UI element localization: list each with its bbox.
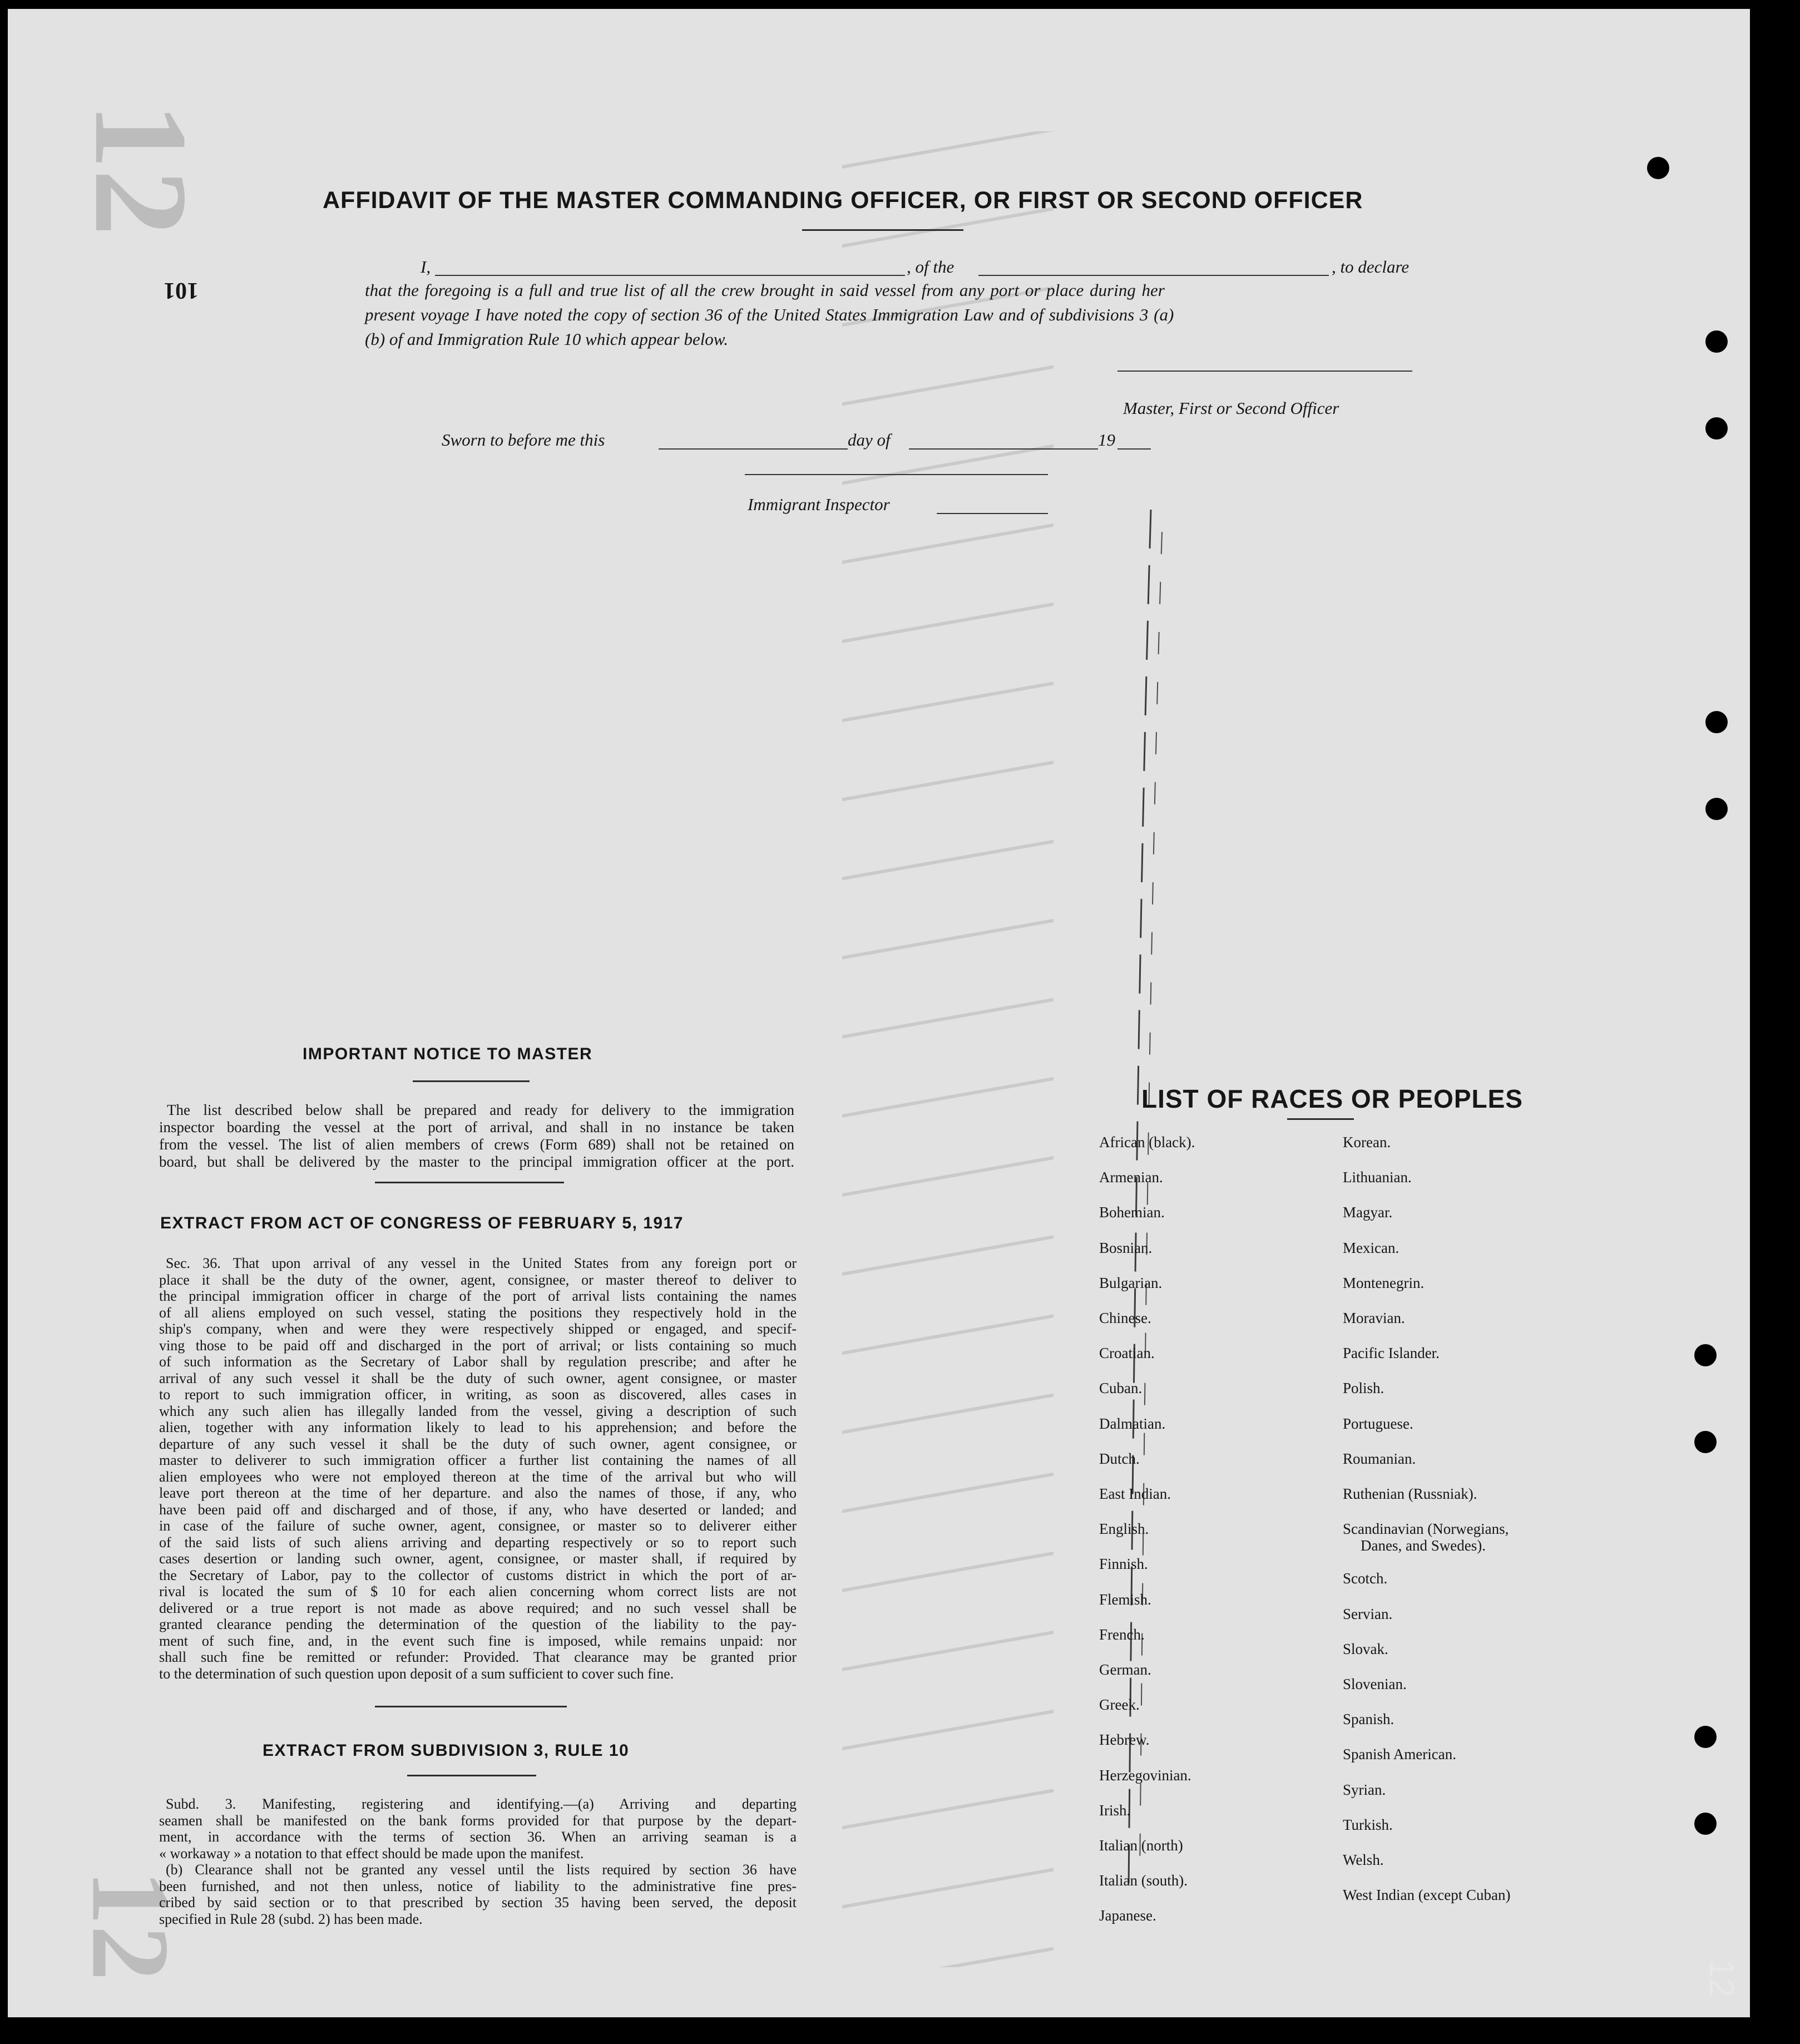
notice-line: from the vessel. The list of alien members of crews (Form 689) shall not be retained on — [159, 1136, 794, 1153]
rule-line: specified in Rule 28 (subd. 2) has been made. — [159, 1910, 423, 1927]
act-line: cases desertion or landing such owner, agent, consignee, or master shall, if required by — [159, 1551, 797, 1567]
race-item: Roumanian. — [1343, 1450, 1416, 1467]
bleed-through-number: 12 — [67, 102, 215, 236]
sworn-day-line — [659, 448, 848, 450]
act-text — [159, 1255, 797, 1682]
race-item-continuation: Danes, and Swedes). — [1361, 1537, 1486, 1554]
race-item: Italian (north) — [1099, 1837, 1183, 1854]
act-line: shall such fine be remitted or refunder: Provided. That clearance may be granted prior — [159, 1649, 797, 1665]
punch-hole — [1694, 1726, 1717, 1748]
punch-hole — [1694, 1344, 1717, 1366]
race-item: West Indian (except Cuban) — [1343, 1887, 1511, 1904]
act-line: in case of the failure of suche owner, agent, consignee, or master so to deliverer either — [159, 1518, 797, 1534]
race-item: Chinese. — [1099, 1310, 1151, 1326]
year-label: 19 — [1098, 430, 1115, 450]
race-item: Flemish. — [1099, 1591, 1151, 1608]
margin-number: 101 — [164, 278, 199, 303]
race-item: Bohemian. — [1099, 1204, 1165, 1221]
sworn-month-line — [909, 448, 1098, 450]
race-item: French. — [1099, 1626, 1145, 1643]
race-item: Herzegovinian. — [1099, 1766, 1191, 1784]
notice-title-underline — [413, 1080, 530, 1082]
race-item: Cuban. — [1099, 1380, 1143, 1397]
race-item: Armenian. — [1099, 1169, 1163, 1186]
races-title: LIST OF RACES OR PEOPLES — [1141, 1084, 1523, 1113]
rule-line: seamen shall be manifested on the bank forms provided for that purpose by the depart- — [159, 1812, 797, 1829]
act-line: departure of any such vessel it shall be the duty of such owner, agent consignee, or — [159, 1435, 797, 1452]
race-item: Polish. — [1343, 1380, 1384, 1397]
race-item: Slovak. — [1343, 1640, 1388, 1657]
races-title-underline — [1287, 1118, 1354, 1120]
race-item: Japanese. — [1099, 1907, 1156, 1924]
bleed-through-number-bottom: 12 — [68, 1869, 192, 1981]
sworn-label: Sworn to before me this — [442, 430, 605, 450]
page-mark: 12 — [1702, 1959, 1740, 1997]
race-item: Scotch. — [1343, 1570, 1388, 1587]
race-item: Servian. — [1343, 1605, 1393, 1622]
act-line: ment of such fine, and, in the event such fine is imposed, while remains unpaid: nor — [159, 1632, 797, 1649]
rule-title: EXTRACT FROM SUBDIVISION 3, RULE 10 — [263, 1741, 630, 1760]
rule-line: Subd. 3. Manifesting, registering and identifying.—(a) Arriving and departing — [166, 1796, 797, 1812]
act-line: the principal immigration officer in charge of the port of arrival lists containing the names — [159, 1288, 797, 1304]
act-title: EXTRACT FROM ACT OF CONGRESS OF FEBRUARY 5, 1917 — [160, 1214, 684, 1232]
affidavit-line-1: that the foregoing is a full and true list of all the crew brought in said vessel from any port or place during her — [365, 280, 1165, 300]
notice-line: board, but shall be delivered by the master to the principal immigration officer at the port. — [159, 1153, 794, 1170]
document-page — [8, 9, 1750, 2017]
race-item: Ruthenian (Russniak). — [1343, 1485, 1477, 1502]
affidavit-title: AFFIDAVIT OF THE MASTER COMMANDING OFFICER, OR FIRST OR SECOND OFFICER — [323, 187, 1363, 214]
notice-divider — [375, 1182, 564, 1183]
master-label: Master, First or Second Officer — [1123, 398, 1339, 418]
race-item: Slovenian. — [1343, 1676, 1407, 1692]
act-line: granted clearance pending the determination of the question of the liability to the pay- — [159, 1616, 797, 1632]
race-item: Montenegrin. — [1343, 1274, 1425, 1291]
act-line: Sec. 36. That upon arrival of any vessel in the United States from any foreign port or — [166, 1255, 797, 1271]
act-line: delivered or a true report is not made as above required; and no such vessel shall be — [159, 1599, 797, 1616]
race-item: Pacific Islander. — [1343, 1345, 1440, 1362]
rule-line: ment, in accordance with the terms of section 36. When an arriving seaman is a — [159, 1829, 797, 1845]
inspector-underline — [937, 513, 1048, 514]
race-item: Syrian. — [1343, 1781, 1386, 1798]
act-line: to report to such immigration officer, in writing, as soon as discovered, alles cases in — [159, 1386, 797, 1403]
day-of-label: day of — [848, 430, 891, 450]
punch-hole — [1705, 417, 1728, 440]
act-line: to the determination of such question upon deposit of a sum sufficient to cover such fine. — [159, 1665, 674, 1682]
rule-text — [159, 1796, 797, 1927]
year-blank-line — [1117, 448, 1151, 450]
act-line: have been paid off and discharged and of those, if any, who have deserted or landed; and — [159, 1501, 797, 1518]
act-line: the Secretary of Labor, pay to the collector of customs district in which the port of ar- — [159, 1567, 797, 1583]
act-line: ving those to be paid off and discharged in the port of arrival; or lists containing so much — [159, 1337, 797, 1354]
rule-line: « workaway » a notation to that effect should be made upon the manifest. — [159, 1845, 584, 1862]
race-item: Irish. — [1099, 1801, 1131, 1819]
race-item: Mexican. — [1343, 1239, 1400, 1256]
race-item: Lithuanian. — [1343, 1169, 1412, 1186]
race-item: Croatian. — [1099, 1345, 1155, 1362]
notice-title: IMPORTANT NOTICE TO MASTER — [303, 1045, 593, 1063]
act-line: alien, together with any information likely to lead to his apprehension; and before the — [159, 1419, 797, 1435]
act-line: of such information as the Secretary of Labor shall by regulation prescribe; and after he — [159, 1354, 797, 1370]
race-item: Greek. — [1099, 1696, 1140, 1714]
act-line: leave port thereon at the time of her departure. and also the names of those, if any, who — [159, 1485, 797, 1501]
bleed-through-column — [842, 131, 1054, 1967]
affidavit-line-3: (b) of and Immigration Rule 10 which appear below. — [365, 329, 728, 349]
affidavit-i-label: I, — [421, 257, 431, 277]
affidavit-line-2: present voyage I have noted the copy of section 36 of the United States Immigration Law and of subdivisions 3 (a) — [365, 305, 1174, 324]
act-divider — [375, 1706, 567, 1707]
race-item: Portuguese. — [1343, 1415, 1413, 1432]
race-item: Moravian. — [1343, 1310, 1405, 1326]
act-line: place it shall be the duty of the owner, agent, consignee, or master thereof to deliver to — [159, 1271, 797, 1288]
act-line: arrival of any such vessel it shall be the duty of such owner, agent consignee, or master — [159, 1370, 797, 1386]
affidavit-to-declare: , to declare — [1332, 257, 1410, 277]
act-line: of the said lists of such aliens arriving and departing respectively or so to report such — [159, 1534, 797, 1551]
race-item: Spanish American. — [1343, 1746, 1456, 1763]
punch-hole — [1694, 1431, 1717, 1453]
act-line: ship's company, when and were they were respectively shipped or engaged, and specif- — [159, 1321, 797, 1337]
affidavit-title-underline — [802, 229, 963, 231]
act-line: master to deliverer to such immigration officer a further list containing the names of all — [159, 1452, 797, 1468]
race-item: Korean. — [1343, 1134, 1391, 1151]
rule-title-underline — [407, 1775, 536, 1776]
race-item: English. — [1099, 1520, 1149, 1538]
race-item: Hebrew. — [1099, 1731, 1150, 1749]
race-item: East Indian. — [1099, 1485, 1171, 1502]
race-item: Welsh. — [1343, 1852, 1384, 1868]
act-line: of all aliens employed on such vessel, stating the positions they respectively hold in the — [159, 1304, 797, 1321]
race-item: Magyar. — [1343, 1204, 1393, 1221]
punch-hole — [1705, 330, 1728, 353]
act-line: alien employees who were not employed thereon at the time of the arrival but who will — [159, 1468, 797, 1485]
race-item: Bosnian. — [1099, 1239, 1153, 1256]
act-line: which any such alien has illegally landed from the vessel, giving a description of such — [159, 1403, 797, 1419]
punch-hole — [1647, 157, 1669, 179]
race-item: Turkish. — [1343, 1816, 1393, 1833]
race-item: Finnish. — [1099, 1556, 1148, 1573]
notice-line: inspector boarding the vessel at the port of arrival, and shall in no instance be taken — [159, 1119, 794, 1135]
punch-hole — [1705, 798, 1728, 820]
race-item: Dutch. — [1099, 1450, 1140, 1467]
race-item: Bulgarian. — [1099, 1274, 1163, 1291]
handwritten-ditto-marks — [1117, 498, 1195, 1900]
race-item: Dalmatian. — [1099, 1415, 1166, 1432]
race-item: Spanish. — [1343, 1711, 1394, 1728]
race-item: Italian (south). — [1099, 1872, 1188, 1889]
act-line: rival is located the sum of $ 10 for each alien concerning whom correct lists are not — [159, 1583, 797, 1599]
signature-line — [1117, 371, 1412, 372]
name-blank-line — [435, 275, 905, 276]
punch-hole — [1694, 1813, 1717, 1835]
rule-line: been furnished, and not then unless, notice of liability to the administrative fine pres- — [159, 1878, 797, 1894]
punch-hole — [1705, 711, 1728, 733]
inspector-label: Immigrant Inspector — [748, 495, 890, 514]
race-item: African (black). — [1099, 1134, 1195, 1151]
affidavit-of-the: , of the — [907, 257, 955, 277]
race-item: Scandinavian (Norwegians, — [1343, 1520, 1509, 1538]
rule-line: (b) Clearance shall not be granted any vessel until the lists required by section 36 have — [166, 1862, 797, 1878]
race-item: German. — [1099, 1661, 1151, 1678]
notice-text — [159, 1102, 794, 1171]
notice-line: The list described below shall be prepared and ready for delivery to the immigration — [167, 1102, 794, 1118]
inspector-signature-line — [745, 474, 1048, 475]
vessel-blank-line — [978, 275, 1329, 276]
rule-line: cribed by said section or to that prescribed by section 35 having been served, the deposit — [159, 1894, 797, 1910]
